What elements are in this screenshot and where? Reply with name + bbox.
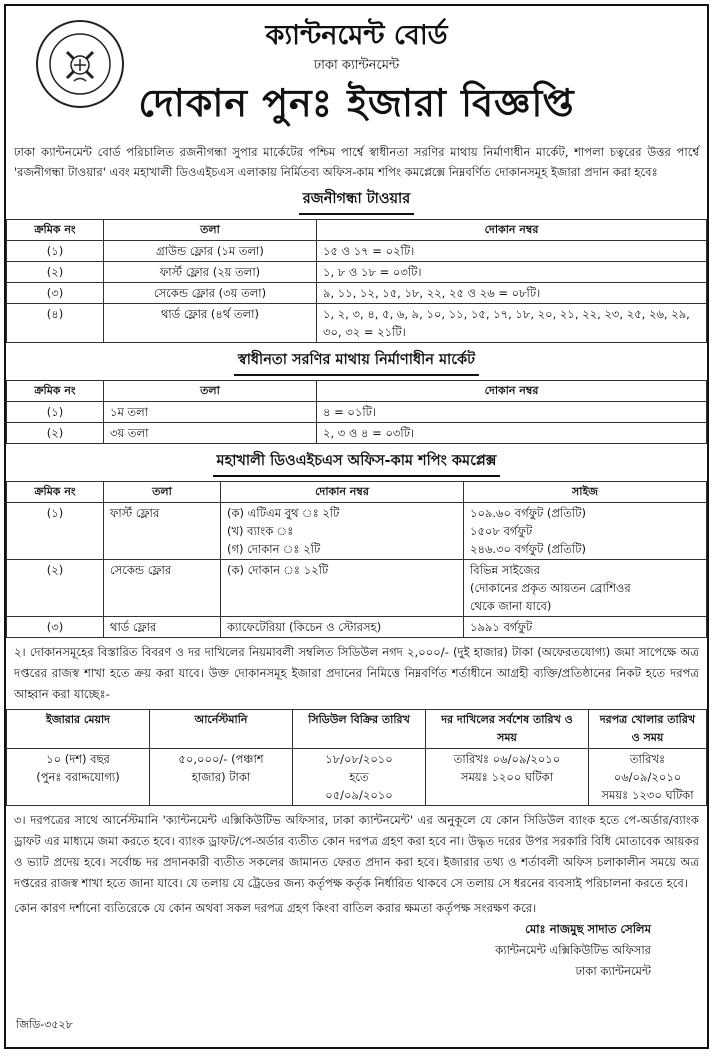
reference-number: জিডি-৩৫২৮: [16, 1018, 73, 1031]
section-title-rajanigandha: রজনীগন্ধা টাওয়ার: [6, 188, 707, 215]
table-row: ১০ (দশ) বছর (পুনঃ বরাদ্দযোগ্য) ৫০,০০০/- (পঞ্চাশ হাজার) টাকা ১৮/০৮/২০১০ হতে ০৫/০৯/২০১০ তারিখঃ ০৬/০৯/২০১০ সময়ঃ ১২০০ ঘটিকা তারিখঃ ০৬/০৯/২০১০ সময়ঃ ১২৩০ ঘটিকা: [7, 749, 707, 806]
col-header: আর্নেস্টমানি: [150, 710, 293, 749]
col-header: দোকান নম্বর: [317, 220, 707, 241]
board-seal-icon: [34, 18, 126, 110]
col-header: দোকান নম্বর: [317, 381, 707, 402]
swadhinata-table: [6, 380, 707, 444]
table-row: (১) ফার্স্ট ফ্লোর (ক) এটিএম বুথ ঃ ২টি (খ) ব্যাংক ঃ (গ) দোকান ঃ ২টি ১০৯.৬০ বর্গফুট (প্রতিটি) ১৫০৮ বর্গফুট ২৪৬.৩০ বর্গফুট (প্রতিটি): [7, 503, 707, 560]
org-name: ক্যান্টনমেন্ট বোর্ড: [265, 20, 448, 51]
col-header: দরপত্র খোলার তারিখ ও সময়: [589, 710, 707, 749]
col-header: তলা: [104, 220, 317, 241]
table-row: (৩) সেকেন্ড ফ্লোর (৩য় তলা) ৯, ১১, ১২, ১৫, ১৮, ২২, ২৫ ও ২৬ = ০৮টি।: [7, 283, 707, 304]
col-header: সাইজ: [464, 482, 707, 503]
col-header: দোকান নম্বর: [221, 482, 464, 503]
org-location: ঢাকা ক্যান্টনমেন্ট: [313, 58, 400, 73]
col-header: তলা: [104, 482, 221, 503]
intro-paragraph: ঢাকা ক্যান্টনমেন্ট বোর্ড পরিচালিত রজনীগন্ধা সুপার মার্কেটের পশ্চিম পার্শ্বে স্বাধীনতা সরণির মাথায় নির্মাণাধীন মার্কেট, শাপলা চত্বরের উত্তর পার্শ্বে 'রজনীগন্ধা টাওয়ার' এবং মহাখালী ডিওএইচএস এলাকায় নির্মিতব্য অফিস-কাম শপিং কমপ্লেক্সে নিম্নবর্ণিত দোকানসমূহ ইজারা প্রদান করা হবেঃ: [14, 145, 699, 179]
signatory-designation: ক্যান্টনমেন্ট এক্সিকিউটিভ অফিসার: [495, 943, 651, 957]
table-row: (১) ১ম তলা ৪ = ০১টি।: [7, 402, 707, 423]
col-header: সিডিউল বিক্রির তারিখ: [293, 710, 426, 749]
table-row: (৪) থার্ড ফ্লোর (৪র্থ তলা) ১, ২, ৩, ৪, ৫, ৬, ৯, ১০, ১১, ১৫, ১৭, ১৮, ২০, ২১, ২২, ২৩, ২৫, ২৬, ২৯, ৩০, ৩২ = ২১টি।: [7, 304, 707, 343]
table-row: (২) ফার্স্ট ফ্লোর (২য় তলা) ১, ৮ ও ১৮ = ০৩টি।: [7, 262, 707, 283]
table-row: (২) ৩য় তলা ২, ৩ ও ৪ = ০৩টি।: [7, 423, 707, 444]
col-header: ক্রমিক নং: [7, 482, 104, 503]
paragraph-2: ২। দোকানসমূহের বিস্তারিত বিবরণ ও দর দাখিলের নিয়মাবলী সম্বলিত সিডিউল নগদ ২,০০০/- (দুই হাজার) টাকা (অফেরতযোগ্য) জমা সাপেক্ষে অত্র দপ্তরের রাজস্ব শাখা হতে ক্রয় করা যাবে। উক্ত দোকানসমূহ ইজারা প্রদানের নিমিত্তে নিম্নবর্ণিত শর্তাধীনে আগ্রহী ব্যক্তি/প্রতিষ্ঠানের নিকট হতে দরপত্র আহ্বান করা যাচ্ছেঃ-: [14, 645, 699, 701]
section-title-mohakhali: মহাখালী ডিওএইচএস অফিস-কাম শপিং কমপ্লেক্স: [6, 450, 707, 477]
col-header: ইজারার মেয়াদ: [7, 710, 150, 749]
col-header: তলা: [104, 381, 317, 402]
terms-table: [6, 709, 707, 806]
signature-block: [6, 919, 707, 982]
notice-page: [4, 4, 709, 1049]
page-title: দোকান পুনঃ ইজারা বিজ্ঞপ্তি: [138, 81, 575, 125]
table-row: (১) গ্রাউন্ড ফ্লোর (১ম তলা) ১৫ ও ১৭ = ০২টি।: [7, 241, 707, 262]
table-row: (৩) থার্ড ফ্লোর ক্যাফেটেরিয়া (কিচেন ও স্টোরসহ) ১৯৯১ বর্গফুট: [7, 617, 707, 638]
paragraph-3: ৩। দরপত্রের সাথে আর্নেস্টমানি 'ক্যান্টনমেন্ট এক্সিকিউটিভ অফিসার, ঢাকা ক্যান্টনমেন্ট' এর অনুকূলে যে কোন সিডিউল ব্যাংক হতে পে-অর্ডার/ব্যাংক ড্রাফট এর মাধ্যমে জমা করতে হবে। ব্যাংক ড্রাফট/পে-অর্ডার ব্যতীত কোন দরপত্র গ্রহণ করা হবে না। উদ্ধৃত দরের উপর সরকারি বিধি মোতাবেক আয়কর ও ভ্যাট প্রদেয় হবে। সর্বোচ্চ দর প্রদানকারী ব্যতীত সকলের জামানত ফেরত প্রদান করা হবে। ইজারার তথ্য ও শর্তাবলী অফিস চলাকালীন সময়ে অত্র দপ্তরের রাজস্ব শাখা হতে জানা যাবে। যে তলায় যে ট্রেডের জন্য কর্তৃপক্ষ কর্তৃক নির্ধারিত থাকবে সে তলায় সে ধরনের ব্যবসাই পরিচালনা করতে হবে।: [14, 813, 699, 890]
section-title-swadhinata: স্বাধীনতা সরণির মাথায় নির্মাণাধীন মার্কেট: [6, 349, 707, 376]
rajanigandha-table: [6, 219, 707, 343]
signatory-name: মোঃ নাজমুছ সাদাত সেলিম: [525, 922, 651, 936]
col-header: ক্রমিক নং: [7, 381, 104, 402]
table-row: (২) সেকেন্ড ফ্লোর (ক) দোকান ঃ ১২টি বিভিন্ন সাইজের (দোকানের প্রকৃত আয়তন ব্রোশিওর থেকে জানা যাবে): [7, 560, 707, 617]
col-header: দর দাখিলের সর্বশেষ তারিখ ও সময়: [426, 710, 589, 749]
paragraph-4: কোন কারণ দর্শানো ব্যতিরেকে যে কোন অথবা সকল দরপত্র গ্রহণ কিংবা বাতিল করার ক্ষমতা কর্তৃপক্ষ সংরক্ষণ করে।: [14, 901, 537, 915]
mohakhali-table: [6, 481, 707, 638]
col-header: ক্রমিক নং: [7, 220, 104, 241]
signatory-place: ঢাকা ক্যান্টনমেন্ট: [575, 964, 651, 978]
header: [6, 6, 707, 136]
